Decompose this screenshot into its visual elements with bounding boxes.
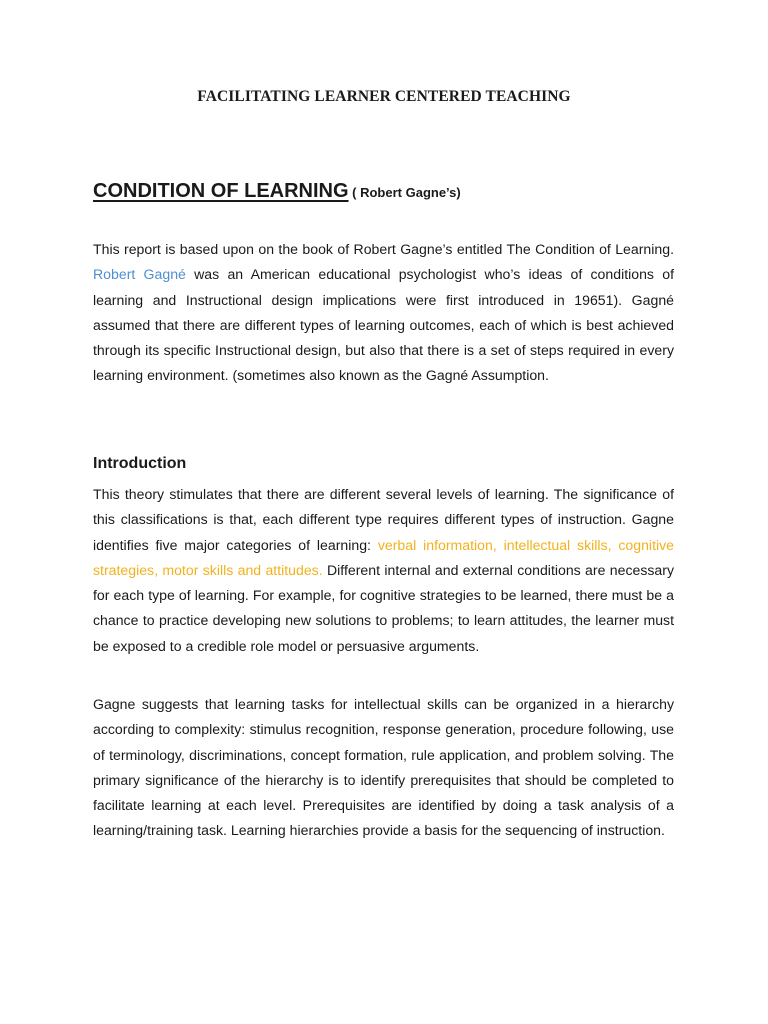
section-author: ( Robert Gagne’s) bbox=[348, 185, 461, 200]
section-heading bbox=[93, 180, 461, 203]
introduction-paragraph-2: Gagne suggests that learning tasks for intellectual skills can be organized in a hierarchy according to complexity: stimulus recognition, response generation, procedure following, use of terminology, discriminations, concept formation, rule application, and problem solving. The primary significance of the hierarchy is to identify prerequisites that should be completed to facilitate learning at each level. Prerequisites are identified by doing a task analysis of a learning/training task. Learning hierarchies provide a basis for the sequencing of instruction. bbox=[93, 696, 674, 839]
intro-p1-text-end: Different internal and external conditions are necessary for each type of learning. For example, for cognitive strategies to be learned, there must be a chance to practice developing new solutions to problems; to learn attitudes, the learner must be exposed to a credible role model or persuasive arguments. bbox=[93, 561, 674, 654]
intro-text-end: was an American educational psychologist who’s ideas of conditions of learning and Instructional design implications were first introduced in 19651). Gagné assumed that there are different types of learning outcomes, each of which is best achieved through its specific Instructional design, but also that there is a set of steps required in every learning environment. (sometimes also known as the Gagné Assumption. bbox=[93, 266, 674, 384]
intro-paragraph bbox=[93, 237, 674, 389]
intro-text-start: This report is based upon on the book of Robert Gagne’s entitled The Condition of Learning. bbox=[93, 241, 674, 257]
robert-gagne-link[interactable]: Robert Gagné bbox=[93, 266, 186, 283]
introduction-paragraph-1 bbox=[93, 482, 674, 659]
intro-p1-text-start: This theory stimulates that there are different several levels of learning. The significance of this classifications is that, each different type requires different types of instruction. Gagne identifies five major categories of learning: bbox=[93, 486, 674, 553]
learning-categories-highlight: verbal information, intellectual skills, cognitive strategies, motor skills and attitudes. bbox=[93, 536, 674, 578]
introduction-heading: Introduction bbox=[93, 455, 187, 472]
document-title: FACILITATING LEARNER CENTERED TEACHING bbox=[197, 88, 571, 105]
section-title: CONDITION OF LEARNING bbox=[93, 180, 349, 202]
